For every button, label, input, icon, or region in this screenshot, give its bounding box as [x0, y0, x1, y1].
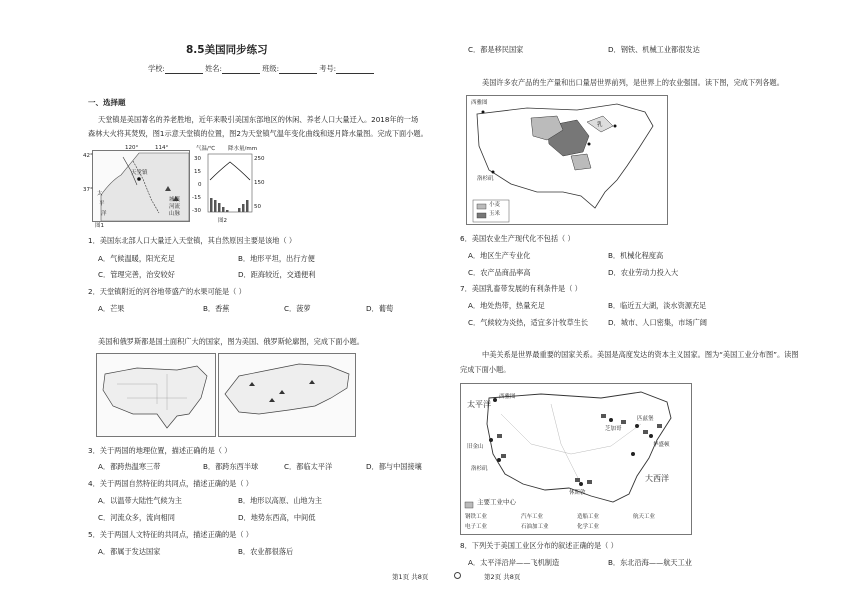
los-angeles-industry-label: 洛杉矶	[471, 466, 488, 472]
question-2-stem: 2．天堂镇附近的河谷地带盛产的水果可能是（ ）	[88, 287, 246, 296]
q8-option-a[interactable]: A．太平洋沿岸——飞机制造	[468, 558, 560, 567]
seattle-industry-label: 西雅图	[499, 394, 516, 400]
q1-option-b[interactable]: B．地形平坦，出行方便	[238, 254, 315, 263]
intro-paragraph-1b: 森林大火将其焚毁，图1示意天堂镇的位置，图2为天堂镇气温年变化曲线和逐月降水量图。完成下面小题。	[88, 129, 428, 138]
q6-option-d[interactable]: D．农业劳动力投入大	[608, 268, 679, 277]
question-8-stem: 8．下列关于美国工业区分布的叙述正确的是（ ）	[460, 541, 618, 550]
paradise-town-label: 天堂镇	[131, 170, 148, 176]
intro-paragraph-4b: 完成下面小题。	[460, 365, 511, 374]
q6-option-c[interactable]: C．农产品商品率高	[468, 268, 531, 277]
q6-option-a[interactable]: A．地区生产专业化	[468, 251, 531, 260]
intro-paragraph-1: 天堂镇是美国著名的养老胜地，近年来吸引美国东部地区的休闲、养老人口大量迁入。2018年的一场	[98, 115, 419, 124]
page-footer-right: 第2页 共8页	[484, 573, 521, 581]
q3-option-c[interactable]: C．都临太平洋	[284, 462, 333, 471]
question-7-stem: 7．美国乳畜带发展的有利条件是（ ）	[460, 284, 582, 293]
doc-title: 8.5美国同步练习	[186, 44, 268, 56]
intro-paragraph-2: 美国和俄罗斯都是国土面积广大的国家，图为美国、俄罗斯轮廓图，完成下面小题。	[98, 337, 364, 346]
washington-label: 华盛顿	[653, 442, 670, 448]
q5-option-d[interactable]: D．钢铁、机械工业都很发达	[608, 45, 700, 54]
location-map-figure: 120° 114° 42° 37° 天堂镇 太 平 洋 城镇 河流 山脉 图1	[92, 150, 190, 222]
q7-option-a[interactable]: A．地处热带，热量充足	[468, 301, 545, 310]
pacific-ocean-label: 太平洋	[467, 400, 491, 409]
dairy-label: 乳	[597, 122, 603, 128]
chicago-label: 芝加哥	[605, 426, 622, 432]
q4-option-a[interactable]: A．以温带大陆性气候为主	[98, 496, 182, 505]
q7-option-c[interactable]: C．气候较为炎热，适宜多汁牧草生长	[468, 318, 589, 327]
q4-option-d[interactable]: D．地势东西高，中间低	[238, 513, 316, 522]
legend-industrial-center: 主要工业中心	[477, 498, 516, 506]
q4-option-b[interactable]: B．地形以高原、山地为主	[238, 496, 322, 505]
q3-option-d[interactable]: D．都与中国接壤	[366, 462, 422, 471]
legend-auto: 汽车工业	[521, 514, 544, 520]
legend-steel: 钢铁工业	[465, 514, 488, 520]
q4-option-c[interactable]: C．河流众多，流向相同	[98, 513, 175, 522]
question-5-stem: 5．关于两国人文特征的共同点，描述正确的是（ ）	[88, 530, 253, 539]
q3-option-a[interactable]: A．都跨热温寒三带	[98, 462, 161, 471]
houston-label: 休斯敦	[569, 490, 586, 496]
us-agriculture-map	[466, 95, 668, 225]
q5-option-b[interactable]: B．农业都很落后	[238, 547, 294, 556]
legend-corn: 玉米	[489, 211, 501, 217]
question-6-stem: 6．美国农业生产现代化不包括（ ）	[460, 234, 575, 243]
legend-petroleum: 石油加工业	[521, 524, 549, 530]
q5-option-a[interactable]: A．都属于发达国家	[98, 547, 161, 556]
q1-option-a[interactable]: A．气候温暖，阳光充足	[98, 254, 175, 263]
los-angeles-label: 洛杉矶	[477, 176, 494, 182]
q1-option-d[interactable]: D．距海较近，交通便利	[238, 270, 316, 279]
section-heading: 一、选择题	[88, 98, 126, 107]
student-info-line: 学校: 姓名: 班级: 考号:	[148, 64, 374, 74]
q2-option-b[interactable]: B．香蕉	[203, 304, 230, 313]
q1-option-c[interactable]: C．管理完善，治安较好	[98, 270, 175, 279]
q8-option-b[interactable]: B．东北沿海——航天工业	[608, 558, 692, 567]
q2-option-d[interactable]: D．葡萄	[366, 304, 394, 313]
page-right	[430, 0, 860, 608]
us-industry-map	[460, 383, 692, 535]
atlantic-ocean-label: 大西洋	[645, 474, 669, 483]
question-1-stem: 1．美国东北部人口大量迁入天堂镇，其自然原因主要是该地（ ）	[88, 236, 297, 245]
legend-aerospace: 航天工业	[633, 514, 656, 520]
legend-chemical: 化学工业	[577, 524, 600, 530]
page-footer-left: 第1页 共8页	[392, 573, 429, 581]
question-3-stem: 3．关于两国的地理位置，描述正确的是（ ）	[88, 446, 232, 455]
legend-shipbuilding: 造船工业	[577, 514, 600, 520]
russia-outline-map	[218, 353, 356, 437]
pittsburgh-label: 匹兹堡	[637, 416, 654, 422]
intro-paragraph-3: 美国许多农产品的生产量和出口量居世界前列，是世界上的农业强国。读下图，完成下列各题。	[482, 78, 784, 87]
q7-option-b[interactable]: B．临近五大湖，淡水资源充足	[608, 301, 707, 310]
q3-option-b[interactable]: B．都跨东西半球	[203, 462, 259, 471]
q5-option-c[interactable]: C．都是移民国家	[468, 45, 524, 54]
us-outline-map	[96, 353, 216, 437]
seattle-label: 西雅图	[471, 100, 488, 106]
intro-paragraph-4: 中美关系是世界最重要的国家关系。美国是高度发达的资本主义国家。图为“美国工业分布图”。读图	[482, 350, 799, 359]
climate-chart	[192, 146, 265, 224]
q6-option-b[interactable]: B．机械化程度高	[608, 251, 664, 260]
san-francisco-label: 旧金山	[467, 444, 484, 450]
legend-wheat: 小麦	[489, 202, 501, 208]
legend-electronics: 电子工业	[465, 524, 488, 530]
q2-option-c[interactable]: C．菠萝	[284, 304, 311, 313]
climate-chart-figure: 气温/℃ 降水量/mm 30 15 0 -15 -30 250 150 50 图2	[192, 146, 265, 224]
q7-option-d[interactable]: D．城市、人口密集，市场广阔	[608, 318, 707, 327]
q2-option-a[interactable]: A．芒果	[98, 304, 125, 313]
question-4-stem: 4．关于两国自然特征的共同点，描述正确的是（ ）	[88, 479, 253, 488]
